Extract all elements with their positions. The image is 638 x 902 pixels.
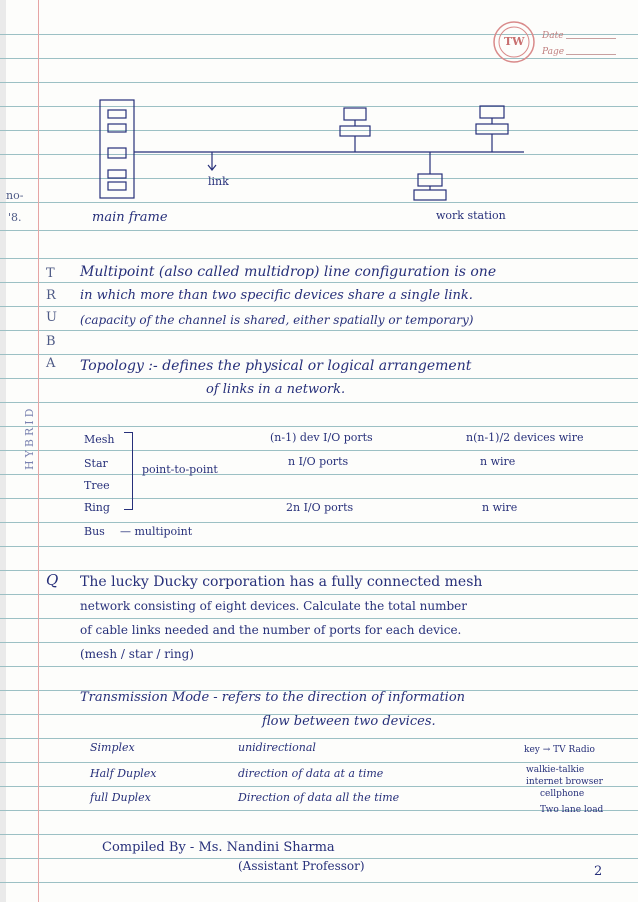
rule-line [0,522,638,523]
topology-type-star: Star [84,457,108,470]
rule-line [0,282,638,283]
ring-ports: 2n I/O ports [286,501,354,514]
topology-type-tree: Tree [84,479,110,492]
rule-line [0,498,638,499]
point-to-point-brace [124,432,133,510]
multipoint-line: in which more than two specific devices share a single link. [80,288,473,303]
point-to-point-label: point-to-point [142,463,218,476]
page-number: 2 [594,864,603,879]
margin-no: no- [6,189,24,202]
link-label: link [208,175,229,188]
question-marker: Q [46,571,59,589]
transmission-line: flow between two devices. [262,714,436,729]
topology-line: of links in a network. [206,382,346,397]
date-label: Date [542,31,564,41]
mode-example: key → TV Radio [524,745,595,755]
rule-line [0,738,638,739]
rule-line [0,618,638,619]
acronym-letter: T [46,266,55,281]
multipoint-label: — multipoint [120,525,193,538]
rule-line [0,666,638,667]
star-ports: n I/O ports [288,455,349,468]
mainframe-icon [100,100,134,198]
rule-line [0,834,638,835]
mode-name: Half Duplex [90,767,157,780]
question-line: network consisting of eight devices. Calculate the total number [80,599,468,613]
acronym-letter: B [46,334,56,349]
rule-line [0,474,638,475]
compiled-by: Compiled By - Ms. Nandini Sharma [102,840,335,855]
computer-icon [480,106,504,118]
topology-type-ring: Ring [84,501,110,514]
multipoint-line: (capacity of the channel is shared, either spatially or temporary) [80,313,474,327]
topology-type-mesh: Mesh [84,433,115,446]
rule-line [0,354,638,355]
rule-line [0,570,638,571]
mode-example-extra: Two lane load [540,805,604,815]
computer-icon [344,108,366,120]
mainframe-label: main frame [92,210,168,225]
topology-type-bus: Bus [84,525,105,538]
star-wires: n wire [480,455,516,468]
mode-desc: Direction of data all the time [238,791,400,804]
computer-icon [418,174,442,186]
mode-name: full Duplex [90,791,151,804]
rule-line [0,402,638,403]
rule-line [0,258,638,259]
topology-line: Topology :- defines the physical or logical arrangement [80,358,472,374]
page-label: Page [542,47,565,57]
question-line: (mesh / star / ring) [80,647,194,661]
mode-desc: direction of data at a time [238,767,384,780]
rule-line [0,642,638,643]
mode-example: cellphone [540,789,585,799]
mesh-ports: (n-1) dev I/O ports [270,431,373,444]
rule-line [0,330,638,331]
rule-line [0,546,638,547]
rule-line [0,882,638,883]
mode-name: Simplex [90,741,135,754]
rule-line [0,594,638,595]
mesh-wires: n(n-1)/2 devices wire [466,431,584,444]
network-diagram [0,0,638,240]
mode-desc: unidirectional [238,741,316,754]
workstation-label: work station [436,209,506,222]
question-line: of cable links needed and the number of ports for each device. [80,623,462,637]
logo-letters: TW [504,35,525,48]
rule-line [0,450,638,451]
acronym-letter: U [46,310,57,325]
mode-example-extra: internet browser [526,777,603,787]
rule-line [0,306,638,307]
ring-wires: n wire [482,501,518,514]
question-line: The lucky Ducky corporation has a fully connected mesh [80,574,483,590]
transmission-line: Transmission Mode - refers to the direction of information [80,690,466,705]
rule-line [0,426,638,427]
mode-example: walkie-talkie [526,765,585,775]
acronym-letter: R [46,288,56,303]
rule-line [0,378,638,379]
hybrid-label: HYBRID [23,405,36,470]
designation: (Assistant Professor) [238,859,365,873]
multipoint-line: Multipoint (also called multidrop) line configuration is one [80,264,497,280]
acronym-letter: A [46,356,56,371]
margin-eight: '8. [8,211,22,224]
